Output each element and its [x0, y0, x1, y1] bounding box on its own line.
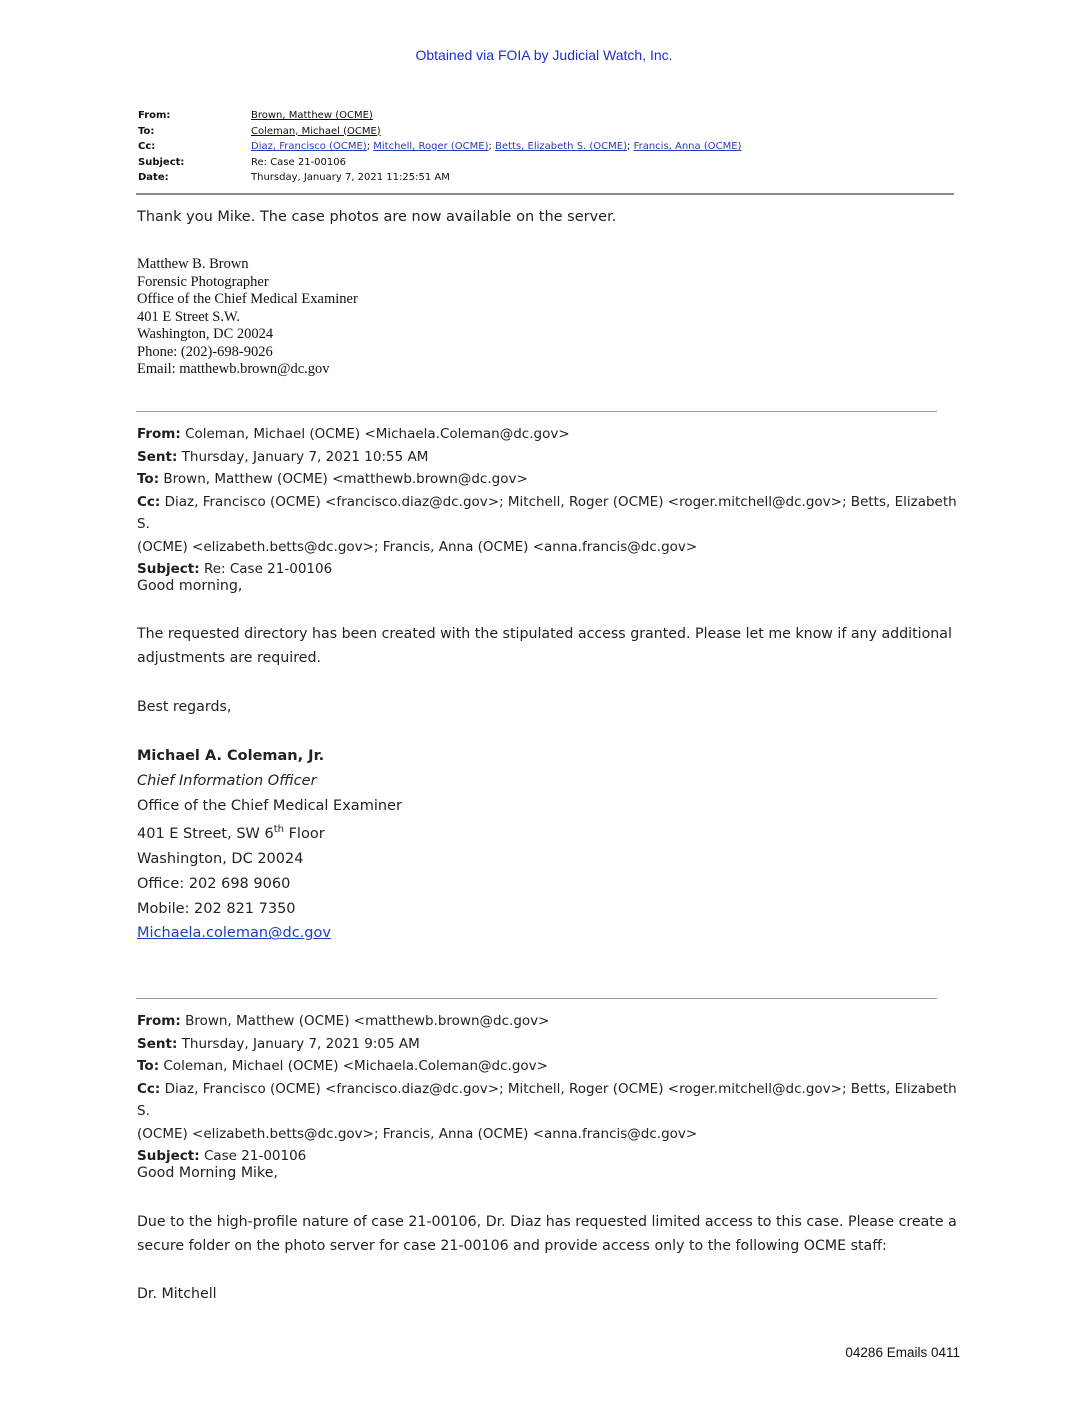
email2-from: Coleman, Michael (OCME) <Michaela.Coleman@dc.gov>	[185, 426, 570, 442]
signature-street-sup: th	[273, 824, 284, 836]
header-cc-label: Cc:	[138, 141, 156, 152]
signature-name: Michael A. Coleman, Jr.	[137, 748, 325, 764]
email2-closing: Best regards,	[137, 699, 232, 715]
signature-street-floor: Floor	[283, 826, 325, 843]
email2-greeting: Good morning,	[137, 578, 243, 594]
header-subject: Re: Case 21-00106	[251, 156, 346, 168]
header-from-link[interactable]: Brown, Matthew (OCME)	[251, 110, 373, 121]
email3-to-label: To:	[137, 1058, 160, 1074]
header-from-label: From:	[138, 110, 171, 121]
email3-from: Brown, Matthew (OCME) <matthewb.brown@dc.gov>	[185, 1013, 550, 1029]
header-date: Thursday, January 7, 2021 11:25:51 AM	[251, 172, 450, 183]
email3-list-item: Dr. Mitchell	[137, 1286, 217, 1302]
header-to-link[interactable]: Coleman, Michael (OCME)	[251, 125, 381, 137]
signature-street-text: 401 E Street, SW 6	[137, 826, 274, 843]
signature-line: Email: matthewb.brown@dc.gov	[137, 361, 330, 377]
signature-line: Matthew B. Brown	[137, 256, 249, 272]
signature-mobile: Mobile: 202 821 7350	[137, 900, 296, 917]
signature-line: 401 E Street S.W.	[137, 308, 240, 325]
coleman-signature	[137, 744, 737, 946]
email3-cc-label: Cc:	[137, 1080, 161, 1097]
signature-city: Washington, DC 20024	[137, 851, 304, 868]
email2-to: Brown, Matthew (OCME) <matthewb.brown@dc.gov>	[163, 471, 528, 487]
header-to-row	[138, 124, 958, 140]
cc-link-betts[interactable]: Betts, Elizabeth S. (OCME)	[495, 141, 627, 152]
email2-subject: Re: Case 21-00106	[203, 561, 333, 577]
header-cc-list	[251, 139, 741, 155]
reply-body: Thank you Mike. The case photos are now available on the server.	[137, 209, 617, 225]
email3-greeting: Good Morning Mike,	[137, 1165, 278, 1181]
page-footer-bates: 04286 Emails 0411	[845, 1345, 960, 1360]
quoted-email-3-header	[137, 1010, 957, 1168]
signature-email-link[interactable]: Michaela.coleman@dc.gov	[137, 925, 331, 942]
header-subject-label: Subject:	[138, 156, 185, 168]
cc-link-diaz[interactable]: Diaz, Francisco (OCME)	[251, 141, 367, 152]
header-date-row	[138, 170, 958, 186]
cc-link-francis[interactable]: Francis, Anna (OCME)	[633, 141, 742, 152]
email3-from-label: From:	[137, 1013, 181, 1029]
email2-from-label: From:	[137, 426, 181, 442]
header-cc-row	[138, 139, 958, 155]
foia-watermark: Obtained via FOIA by Judicial Watch, Inc.	[415, 47, 673, 63]
header-from-row	[138, 108, 958, 124]
email3-sent: Thursday, January 7, 2021 9:05 AM	[181, 1035, 420, 1052]
signature-office-phone: Office: 202 698 9060	[137, 875, 291, 892]
header-date-label: Date:	[138, 172, 169, 183]
email2-subject-label: Subject:	[137, 561, 200, 577]
email3-to: Coleman, Michael (OCME) <Michaela.Coleman@dc.gov>	[163, 1058, 548, 1074]
email3-cc-continued: (OCME) <elizabeth.betts@dc.gov>; Francis, Anna (OCME) <anna.francis@dc.gov>	[137, 1125, 698, 1142]
header-divider	[136, 193, 954, 195]
quoted-email-2-header	[137, 423, 957, 581]
brown-signature	[137, 256, 358, 379]
signature-line: Office of the Chief Medical Examiner	[137, 291, 358, 307]
email3-body	[137, 1211, 957, 1258]
email3-body-line: secure folder on the photo server for case 21-00106 and provide access only to the following OCME staff:	[137, 1237, 887, 1254]
quoted-email-divider	[136, 411, 937, 412]
signature-street	[137, 818, 737, 847]
header-to-label: To:	[138, 125, 155, 137]
email3-subject-label: Subject:	[137, 1148, 200, 1164]
email3-body-line: Due to the high-profile nature of case 21-00106, Dr. Diaz has requested limited access to this case. Please create a	[137, 1214, 957, 1230]
signature-line: Phone: (202)-698-9026	[137, 343, 273, 360]
email2-cc-label: Cc:	[137, 493, 161, 510]
cc-separator: ;	[366, 141, 374, 152]
email2-cc-continued: (OCME) <elizabeth.betts@dc.gov>; Francis, Anna (OCME) <anna.francis@dc.gov>	[137, 538, 698, 555]
email-header	[138, 108, 958, 186]
email2-to-label: To:	[137, 471, 160, 487]
email2-cc: Diaz, Francisco (OCME) <francisco.diaz@dc.gov>; Mitchell, Roger (OCME) <roger.mitchell@dc.gov>; Betts, Elizabeth S.	[137, 493, 957, 532]
signature-line: Forensic Photographer	[137, 273, 269, 290]
cc-separator: ;	[488, 141, 496, 152]
signature-office: Office of the Chief Medical Examiner	[137, 797, 402, 814]
quoted-email-divider	[136, 998, 937, 999]
email2-sent-label: Sent:	[137, 448, 178, 465]
email2-body-line: The requested directory has been created with the stipulated access granted. Please let me know if any additional	[137, 626, 952, 642]
email2-sent: Thursday, January 7, 2021 10:55 AM	[181, 448, 429, 465]
header-subject-row	[138, 155, 958, 171]
email3-subject: Case 21-00106	[203, 1148, 307, 1164]
signature-line: Washington, DC 20024	[137, 326, 274, 342]
email3-cc: Diaz, Francisco (OCME) <francisco.diaz@dc.gov>; Mitchell, Roger (OCME) <roger.mitchell@dc.gov>; Betts, Elizabeth S.	[137, 1080, 957, 1119]
cc-link-mitchell[interactable]: Mitchell, Roger (OCME)	[373, 141, 489, 152]
email2-body	[137, 623, 957, 670]
cc-separator: ;	[627, 141, 634, 152]
email2-body-line: adjustments are required.	[137, 649, 322, 666]
signature-title: Chief Information Officer	[137, 772, 317, 789]
email3-sent-label: Sent:	[137, 1035, 178, 1052]
